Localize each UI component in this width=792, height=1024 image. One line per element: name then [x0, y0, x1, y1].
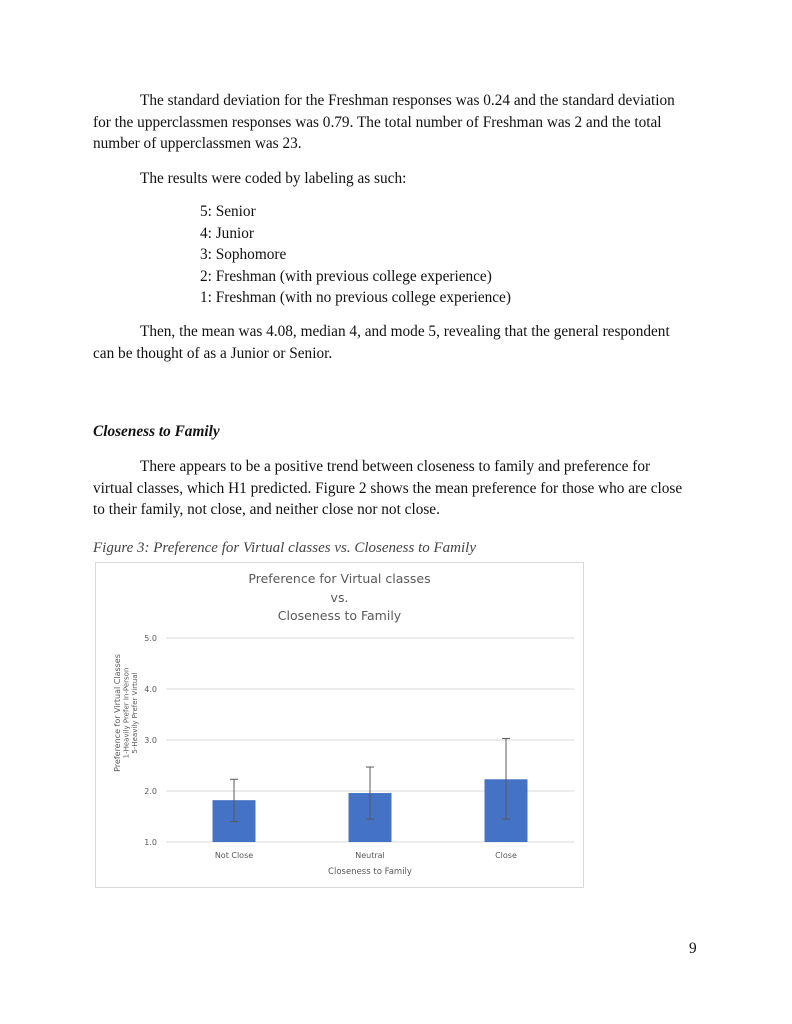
section-heading: Closeness to Family [93, 423, 220, 440]
x-category-label: Close [495, 851, 517, 860]
summary-paragraph: Then, the mean was 4.08, median 4, and mode 5, revealing that the general respondent can be thought of as a Junior or Senior. [93, 323, 670, 362]
coding-intro-paragraph: The results were coded by labeling as such: [140, 170, 407, 187]
coding-list-item: 3: Sophomore [200, 246, 287, 263]
x-category-label: Not Close [214, 851, 254, 860]
y-axis-title [113, 654, 139, 772]
coding-list-item: 5: Senior [200, 203, 256, 220]
chart-plot-area [96, 563, 585, 889]
y-tick-label: 4.0 [144, 685, 157, 694]
svg-text:Preference for Virtual Classes: Preference for Virtual Classes [113, 654, 122, 772]
coding-list-item: 2: Freshman (with previous college experience) [200, 267, 492, 285]
y-tick-label: 2.0 [144, 787, 157, 796]
chart-title: Preference for Virtual classes vs. Closeness to Family [248, 571, 431, 623]
y-tick-label: 1.0 [144, 838, 157, 847]
std-dev-paragraph: The standard deviation for the Freshman responses was 0.24 and the standard deviation for the upperclassmen responses was 0.79. The total number of Freshman was 2 and the total number of upperclassmen was 23. [93, 92, 675, 152]
svg-text:5-Heavily Prefer Virtual: 5-Heavily Prefer Virtual [131, 672, 139, 754]
closeness-paragraph: There appears to be a positive trend between closeness to family and preference for virtual classes, which H1 predicted. Figure 2 shows the mean preference for those who are close to their family, not close, and neither close nor not close. [93, 458, 683, 518]
figure-caption: Figure 3: Preference for Virtual classes vs. Closeness to Family [93, 540, 476, 556]
x-axis-title: Closeness to Family [328, 867, 412, 877]
x-category-label: Neutral [355, 851, 385, 860]
coding-list-item: 4: Junior [200, 224, 254, 242]
coding-list-item: 1: Freshman (with no previous college experience) [200, 289, 511, 306]
y-tick-label: 5.0 [144, 634, 157, 643]
y-tick-label: 3.0 [144, 736, 157, 745]
bar-chart [95, 562, 584, 888]
svg-text:1-Heavily Prefer In-Person: 1-Heavily Prefer In-Person [122, 667, 131, 759]
coding-list [200, 201, 511, 309]
page-number: 9 [689, 940, 697, 957]
